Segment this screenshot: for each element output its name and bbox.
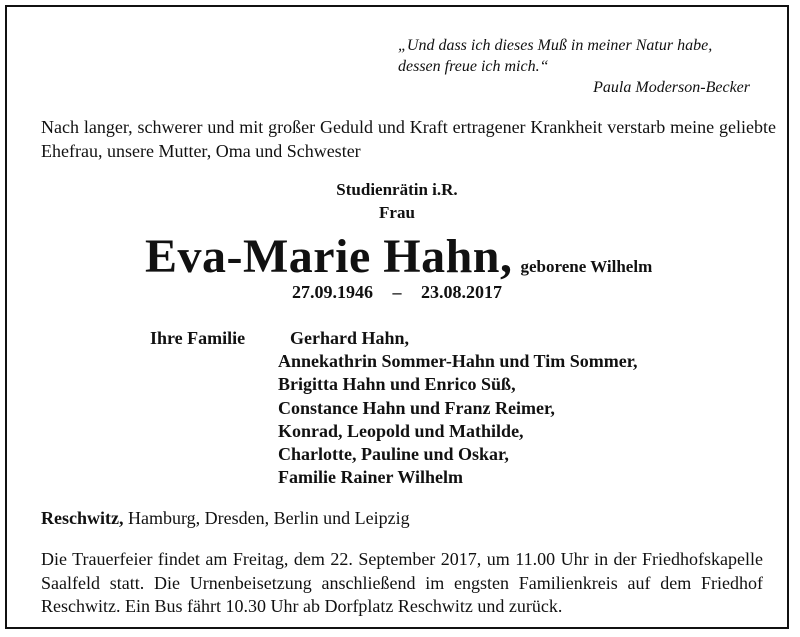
main-place: Reschwitz, xyxy=(41,508,124,528)
family-member: Gerhard Hahn, xyxy=(290,328,410,348)
deceased-title: Studienrätin i.R. xyxy=(336,180,458,199)
family-member: Brigitta Hahn und Enrico Süß, xyxy=(278,374,516,395)
life-dates xyxy=(7,280,787,304)
quote-line-1: „Und dass ich dieses Muß in meiner Natur habe, xyxy=(398,37,713,54)
family-members xyxy=(278,327,758,489)
funeral-service-text: Die Trauerfeier findet am Freitag, dem 22. September 2017, um 11.00 Uhr in der Friedhofskapelle Saalfeld statt. Die Urnenbeisetzung anschließend im engsten Familienkreis auf dem Friedhof Reschwitz. Ein Bus fährt 10.30 Uhr ab Dorfplatz Reschwitz und zurück. xyxy=(41,549,763,616)
family-label: Ihre Familie xyxy=(150,328,246,348)
family-member: Annekathrin Sommer-Hahn und Tim Sommer, xyxy=(278,351,638,372)
quote-author: Paula Moderson-Becker xyxy=(593,79,750,96)
deceased-salutation: Frau xyxy=(379,203,415,222)
death-date: 23.08.2017 xyxy=(421,282,502,302)
family-member: Charlotte, Pauline und Oskar, xyxy=(278,444,509,465)
intro-text: Nach langer, schwerer und mit großer Geduld und Kraft ertragener Krankheit verstarb meine geliebte Ehefrau, unsere Mutter, Oma und Schwester xyxy=(41,117,776,161)
deceased-name: Eva-Marie Hahn, xyxy=(145,230,513,283)
date-dash: – xyxy=(392,282,402,302)
quote-line-2: dessen freue ich mich.“ xyxy=(398,58,549,75)
family-member: Konrad, Leopold und Mathilde, xyxy=(278,420,524,441)
deceased-name-line xyxy=(145,230,652,284)
family-member: Familie Rainer Wilhelm xyxy=(278,467,463,488)
other-places: Hamburg, Dresden, Berlin und Leipzig xyxy=(123,508,410,528)
obituary-notice xyxy=(5,5,789,629)
epigraph-quote xyxy=(398,35,768,98)
birth-name: geborene Wilhelm xyxy=(520,257,653,276)
places-line xyxy=(41,506,410,530)
family-member: Constance Hahn und Franz Reimer, xyxy=(278,397,555,418)
birth-date: 27.09.1946 xyxy=(292,282,373,302)
